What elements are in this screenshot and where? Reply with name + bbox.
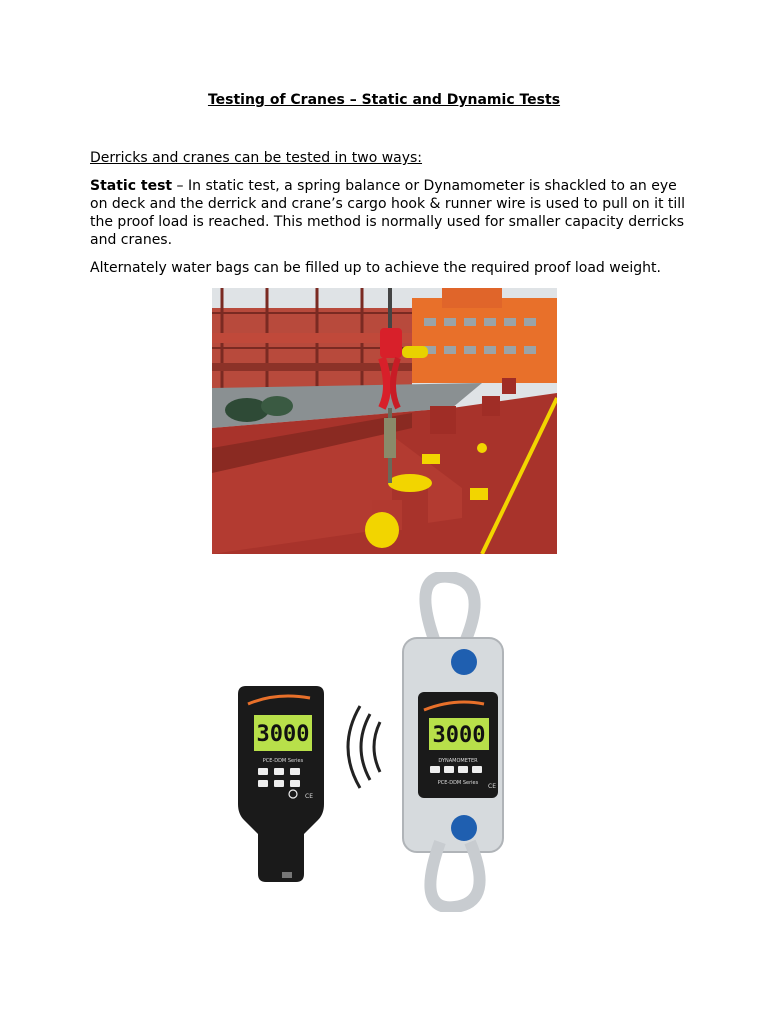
- wireless-signal-icon: [348, 706, 380, 788]
- alternate-paragraph: Alternately water bags can be filled up to achieve the required proof load weight.: [90, 260, 661, 276]
- static-test-label: Static test: [90, 178, 173, 194]
- handheld-label: PCE-DDM Series: [262, 758, 304, 764]
- crane-test-illustration: [212, 288, 557, 554]
- document-title: Testing of Cranes – Static and Dynamic Tests: [207, 92, 561, 108]
- handheld-reading: 3000: [256, 722, 310, 747]
- dynamometer-reading: 3000: [432, 723, 486, 748]
- dynamometer-series: PCE-DDM Series: [437, 780, 479, 786]
- static-test-paragraph: [90, 177, 690, 249]
- dynamometer-figure: [220, 572, 560, 912]
- static-test-text: – In static test, a spring balance or Dynamometer is shackled to an eye on deck and the derrick and crane’s cargo hook & runner wire is used to pull on it till the proof load is reached. This method is normally used for smaller capacity derricks and cranes.: [90, 178, 686, 248]
- dynamometer-label: DYNAMOMETER: [438, 758, 478, 764]
- crane-test-photo: [212, 288, 557, 554]
- intro-paragraph: Derricks and cranes can be tested in two ways:: [90, 150, 423, 166]
- dynamometer-ce-mark: CE: [488, 783, 496, 790]
- dynamometer-illustration: [220, 572, 560, 912]
- handheld-ce-mark: CE: [305, 793, 313, 800]
